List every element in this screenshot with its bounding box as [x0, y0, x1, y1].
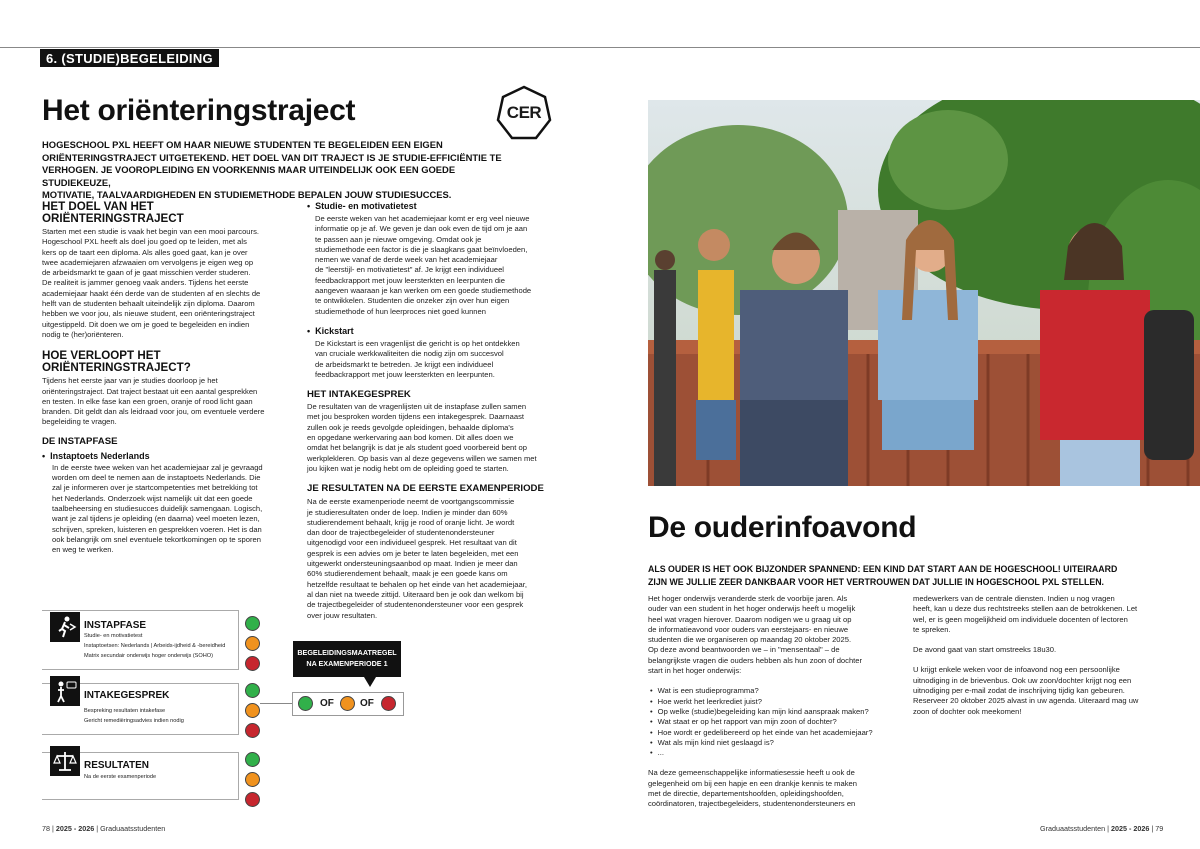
lead-line: VERHOGEN. JE VOOROPLEIDING EN VOORKENNIS MAAR UITEINDELIJK OOK EEN GOEDE STUDIEKEUZE, — [42, 164, 456, 188]
list-item: • ... — [658, 748, 903, 758]
phase-line: Instaptoetsen: Nederlands | Arbeids-ijdheid & -bereidheid — [84, 643, 226, 649]
orange-light — [340, 696, 355, 711]
red-light — [245, 792, 260, 807]
heading-doel: HET DOEL VAN HET ORIËNTERINGSTRAJECT — [42, 200, 184, 225]
callout-begeleidingsmaatregel: BEGELEIDINGSMAATREGEL NA EXAMENPERIODE 1 — [293, 641, 401, 677]
phase-line: Gericht remediëringsadvies indien nodig — [84, 718, 184, 724]
left-column-1 — [42, 201, 292, 555]
footer-left: 78 | 2025 - 2026 | Graduaatsstudenten — [42, 824, 166, 833]
phase-title: INTAKEGESPREK — [84, 690, 170, 701]
lead-line: ZIJN WE JULLIE ZEER DANKBAAR VOOR HET VERTROUWEN DAT JULLIE IN HOGESCHOOL PXL STELLEN. — [648, 576, 1104, 587]
left-lead — [42, 139, 512, 202]
cer-badge — [496, 85, 552, 141]
questions-list — [648, 686, 903, 758]
green-light — [245, 683, 260, 698]
or-label: OF — [360, 698, 374, 709]
red-light — [381, 696, 396, 711]
list-item: • Wat is een studieprogramma? — [658, 686, 903, 696]
walking-person-icon — [50, 612, 80, 642]
section-tag: 6. (STUDIE)BEGELEIDING — [40, 49, 219, 67]
right-column-2 — [913, 594, 1163, 717]
list-item: • Wat staat er op het rapport van mijn zoon of dochter? — [658, 717, 903, 727]
phase-title: RESULTATEN — [84, 760, 149, 771]
phase-line: Bespreking resultaten intakefase — [84, 708, 166, 714]
conversation-icon — [50, 676, 80, 706]
paragraph-doel: Starten met een studie is vaak het begin van een mooi parcours. Hogeschool PXL heeft als doel jou goed op te leiden, met als kers op de taart een diploma. Als alles goed gaat, kan je over twee academiejaren afzwaaien om vervolgens je eigen weg op de arbeidsmarkt te gaan of je gaat misschien verder studeren. De realiteit is jammer genoeg vaak anders. Tijdens het eerste academiejaar haakt één derde van de studenten af en slechts de helft van de studenten behaalt uiteindelijk zijn diploma. Daarom hebben we voor jou, als nieuwe student, een oriënteringstraject uitgestippeld. Dit doen we om je goed te begeleiden en indien nodig te (her)oriënteren. — [42, 227, 261, 339]
paragraph-studietest: De eerste weken van het academiejaar komt er erg veel nieuwe informatie op je af. We geven je dan ook even de tijd om je aan te passen aan je nieuwe omgeving. Omdat ook je studiemethode een factor is die je slaagkans gaat beïnvloeden, nemen we vanaf de derde week van het academiejaar de "leerstijl- en motivatietest" af. Je krijgt een individueel feedbackrapport met jouw leersterkten en leerpunten die aangeven waaraan je kan werken om een goede studiemethode te ontwikkelen. Studenten die onzeker zijn over hun eigen studiemethode of hun leerproces niet goed kunnen — [315, 214, 532, 316]
bullet-kickstart: • Kickstart — [307, 326, 557, 336]
green-light — [245, 752, 260, 767]
paragraph-kickstart: De Kickstart is een vragenlijst die gericht is op het ontdekken van cruciale werkkwaliteiten die nodig zijn om succesvol de arbeidsmarkt te betreden. Je krijgt een individueel feedbackrapport met jouw leersterkten en leerpunten. — [315, 338, 520, 379]
ouderinfoavond-title: De ouderinfoavond — [648, 511, 917, 544]
phase-line: Studie- en motivatietest — [84, 633, 143, 639]
group-of-students-photo — [648, 100, 1200, 486]
orange-light — [245, 636, 260, 651]
footer-right: Graduaatsstudenten | 2025 - 2026 | 79 — [1040, 824, 1164, 833]
paragraph-verloop: Tijdens het eerste jaar van je studies doorloop je het oriënteringstraject. Dat traject bestaat uit een aantal gesprekken en testen. In elke fase kan een groen, oranje of rood licht gaan branden. Dit geldt dan als leidraad voor jou, om eventuele verdere begeleiding te vragen. — [42, 376, 265, 427]
right-column-1 — [648, 594, 903, 810]
lead-line: ORIËNTERINGSTRAJECT UITGETEKEND. HET DOEL VAN DIT TRAJECT IS JE STUDIE-EFFICIËNTIE TE — [42, 151, 502, 163]
paragraph-start-time: De avond gaat van start omstreeks 18u30. — [913, 645, 1057, 655]
lead-line: ALS OUDER IS HET OOK BIJZONDER SPANNEND: EEN KIND DAT START AAN DE HOGESCHOOL! UITEIRAARD — [648, 564, 1118, 574]
green-light — [298, 696, 313, 711]
bullet-instaptoets: • Instaptoets Nederlands — [42, 451, 292, 461]
phase-line: Na de eerste examenperiode — [84, 774, 157, 780]
green-light — [245, 616, 260, 631]
heading-intakegesprek: HET INTAKEGESPREK — [307, 389, 411, 401]
cer-label: CER — [506, 103, 542, 122]
paragraph-session: Na deze gemeenschappelijke informatiesessie heeft u ook de gelegenheid om bij een hapje en een drankje kennis te maken met de directie, departementshoofden, opleidingshoofden, coördinatoren, trajectbegeleiders, studentenondersteuners en — [648, 768, 857, 809]
list-item: • Hoe wordt er gedelibereerd op het einde van het academiejaar? — [658, 728, 903, 738]
lead-line: HOGESCHOOL PXL HEEFT OM HAAR NIEUWE STUDENTEN TE BEGELEIDEN EEN EIGEN — [42, 139, 443, 150]
list-item: • Wat als mijn kind niet geslaagd is? — [658, 738, 903, 748]
students-photo — [648, 100, 1200, 486]
heading-resultaten: JE RESULTATEN NA DE EERSTE EXAMENPERIODE — [307, 483, 544, 495]
red-light — [245, 723, 260, 738]
page-title: Het oriënteringstraject — [42, 94, 356, 127]
paragraph-resultaten: Na de eerste examenperiode neemt de voortgangscommissie je studieresultaten onder de loep. Indien je minder dan 60% studierendement behaalt, krijg je rood of oranje licht. Je wordt dan door de trajectbegeleider of studentenondersteuner uitgenodigd voor een individueel gesprek. Het resultaat van dit gesprek is een advies om je beter te laten begeleiden, met een uitgewerkt ondersteuningsaanbod op maat. Indien je meer dan 60% studierendement behaalt, maak je een goede kans om hetzelfde resultaat te behalen op het einde van het academiejaar, al dan niet na tweede zittijd. Uiteraard ben je ook dan welkom bij de trajectbegeleider of studentenondersteuner voor een gesprek over jouw resultaten. — [307, 497, 527, 620]
phase-title: INSTAPFASE — [84, 620, 147, 631]
paragraph-staff: medewerkers van de centrale diensten. Indien u nog vragen heeft, kan u deze dus rechtstreeks stellen aan de betrokkenen. Let wel, er is geen mogelijkheid om individuele docenten of lectoren te spreken. — [913, 594, 1138, 634]
paragraph-invitation: U krijgt enkele weken voor de infoavond nog een persoonlijke uitnodiging in de brievenbus. Ook uw zoon/dochter krijgt nog een uitnodiging per e-mail zodat de inschrijving tijdig kan gebeuren. Reserveer 20 oktober 2025 alvast in uw agenda. Uiteraard mag uw zoon of dochter ook meekomen! — [913, 665, 1139, 716]
bullet-studietest: • Studie- en motivatietest — [307, 201, 557, 211]
orange-light — [245, 703, 260, 718]
top-rule — [0, 47, 1200, 48]
heading-instapfase: DE INSTAPFASE — [42, 435, 118, 447]
left-column-2 — [307, 201, 557, 621]
list-item: • Hoe werkt het leerkrediet juist? — [658, 697, 903, 707]
heading-verloop: HOE VERLOOPT HET ORIËNTERINGSTRAJECT? — [42, 349, 191, 375]
scales-icon — [50, 746, 80, 776]
paragraph-intakegesprek: De resultaten van de vragenlijsten uit de instapfase zullen samen met jou besproken worden tijdens een intakegesprek. Daarnaast zullen ook je reeds gevolgde opleidingen, behaalde diploma's en opgedane werkervaring aan bod komen. Dit alles doen we omdat het belangrijk is dat je als student goed voorbereid bent op werkplekleren. Op basis van al deze gegevens willen we samen met jou kijken wat je nodig hebt om de opleiding goed te starten. — [307, 402, 537, 473]
or-label: OF — [320, 698, 334, 709]
orange-light — [245, 772, 260, 787]
right-lead — [648, 563, 1168, 588]
phase-line: Matrix secundair onderwijs hoger onderwijs (SOHO) — [84, 653, 214, 659]
connector-line — [260, 703, 292, 704]
paragraph-instaptoets: In de eerste twee weken van het academiejaar zal je gevraagd worden om deel te nemen aan de instaptoets Nederlands. Die zal je informeren over je startcompetenties met betrekking tot het Nederlands. Onderzoek wijst namelijk uit dat een goede taalbeheersing en studiesucces duidelijk samengaan. Logisch, want je zal tijdens je opleiding (en daarna) veel moeten lezen, schrijven, spreken, luisteren en gesprekken voeren. Het is dan ook belangrijk om snel eventuele tekortkomingen op te sporen en weg te werken. — [52, 462, 263, 555]
list-item: • Op welke (studie)begeleiding kan mijn kind aanspraak maken? — [658, 707, 903, 717]
lead-line: MOTIVATIE, TAALVAARDIGHEDEN EN STUDIEMETHODE BEPALEN JOUW STUDIESUCCES. — [42, 189, 452, 200]
paragraph-intro: Het hoger onderwijs veranderde sterk de voorbije jaren. Als ouder van een student in het hoger onderwijs heeft u mogelijk heel wat vragen hierover. Daarom nodigen we u graag uit op de informatieavond voor ouders van eerstejaars- en nieuwe studenten die we organiseren op maandag 20 oktober 2025. Op deze avond beantwoorden we – in "mensentaal" – de belangrijkste vragen die ouders hebben als hun zoon of dochter start in het hoger onderwijs: — [648, 594, 863, 676]
red-light — [245, 656, 260, 671]
callout-pointer — [364, 677, 376, 687]
